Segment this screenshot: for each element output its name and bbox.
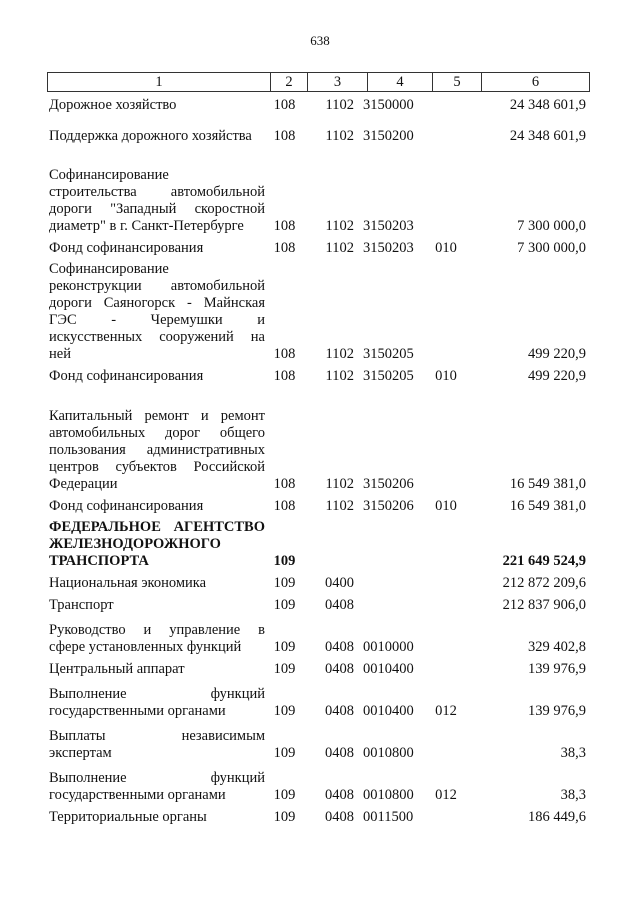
row-amount: 7 300 000,0 — [517, 218, 586, 234]
row-ministry-code: 109 — [273, 575, 296, 591]
row-section-code: 1102 — [325, 498, 354, 514]
row-ministry-code: 109 — [273, 703, 296, 719]
row-description — [47, 809, 265, 826]
description-line: государственными органами — [49, 787, 226, 803]
description-line: реконструкции автомобильной — [49, 278, 265, 294]
row-description — [47, 597, 265, 614]
row-description — [47, 167, 265, 235]
description-line: Поддержка дорожного хозяйства — [49, 128, 252, 144]
description-line: Центральный аппарат — [49, 661, 185, 677]
column-header-1: 1 — [48, 73, 271, 92]
description-line: Выполнение функций — [49, 770, 265, 786]
row-amount: 186 449,6 — [528, 809, 586, 825]
row-target-article-code: 0011500 — [363, 809, 414, 825]
table-row — [47, 128, 589, 145]
row-target-article-code: 0010000 — [363, 639, 414, 655]
row-amount: 7 300 000,0 — [517, 240, 586, 256]
row-expense-type-code: 010 — [435, 368, 457, 384]
row-target-article-code: 3150203 — [363, 240, 414, 256]
column-header-table — [47, 72, 590, 92]
description-line: Выплаты независимым — [49, 728, 265, 744]
row-section-code: 0408 — [325, 639, 354, 655]
row-target-article-code: 3150206 — [363, 476, 414, 492]
row-section-code: 1102 — [325, 218, 354, 234]
column-header-3: 3 — [308, 73, 368, 92]
row-ministry-code: 109 — [273, 787, 296, 803]
table-row — [47, 498, 589, 515]
budget-table-body — [47, 93, 589, 826]
column-header-2: 2 — [271, 73, 308, 92]
description-line: ФЕДЕРАЛЬНОЕ АГЕНТСТВО — [49, 519, 265, 535]
row-section-code: 1102 — [325, 476, 354, 492]
row-ministry-code: 108 — [273, 476, 296, 492]
row-ministry-code: 108 — [273, 346, 296, 362]
row-ministry-code: 108 — [273, 128, 296, 144]
description-line: Выполнение функций — [49, 686, 265, 702]
description-line: дороги Саяногорск - Майнская — [49, 295, 265, 311]
row-ministry-code: 108 — [273, 97, 296, 113]
row-ministry-code: 109 — [273, 553, 296, 569]
row-amount: 212 837 906,0 — [502, 597, 586, 613]
row-description — [47, 661, 265, 678]
description-line: Фонд софинансирования — [49, 498, 204, 514]
row-description — [47, 575, 265, 592]
row-section-code: 1102 — [325, 128, 354, 144]
table-row — [47, 770, 589, 804]
row-ministry-code: 109 — [273, 661, 296, 677]
row-amount: 139 976,9 — [528, 703, 586, 719]
table-row — [47, 728, 589, 762]
row-section-code: 0408 — [325, 703, 354, 719]
description-line: Дорожное хозяйство — [49, 97, 177, 113]
row-description — [47, 128, 265, 145]
column-header-4: 4 — [368, 73, 433, 92]
description-line: пользования административных — [49, 442, 265, 458]
row-description — [47, 97, 265, 114]
table-row — [47, 686, 589, 720]
row-amount: 38,3 — [560, 745, 586, 761]
description-line: ней — [49, 346, 71, 362]
table-row — [47, 809, 589, 826]
description-line: Руководство и управление в — [49, 622, 265, 638]
row-target-article-code: 3150000 — [363, 97, 414, 113]
table-row — [47, 368, 589, 385]
description-line: Транспорт — [49, 597, 114, 613]
row-expense-type-code: 012 — [435, 787, 457, 803]
row-amount: 221 649 524,9 — [502, 553, 586, 569]
table-row — [47, 97, 589, 114]
table-row — [47, 575, 589, 592]
table-row — [47, 240, 589, 257]
row-section-code: 0408 — [325, 661, 354, 677]
table-row — [47, 408, 589, 493]
row-ministry-code: 108 — [273, 368, 296, 384]
row-amount: 38,3 — [560, 787, 586, 803]
table-row — [47, 622, 589, 656]
row-target-article-code: 3150203 — [363, 218, 414, 234]
row-section-code: 0408 — [325, 745, 354, 761]
page-number: 638 — [310, 33, 330, 48]
row-description — [47, 498, 265, 515]
row-section-code: 1102 — [325, 97, 354, 113]
description-line: центров субъектов Российской — [49, 459, 265, 475]
row-target-article-code: 3150205 — [363, 346, 414, 362]
description-line: экспертам — [49, 745, 112, 761]
row-ministry-code: 108 — [273, 498, 296, 514]
table-row — [47, 261, 589, 363]
description-line: Софинансирование — [49, 261, 169, 277]
description-line: Территориальные органы — [49, 809, 207, 825]
row-section-code: 1102 — [325, 346, 354, 362]
column-header-5: 5 — [433, 73, 482, 92]
column-header-6: 6 — [482, 73, 590, 92]
table-row — [47, 167, 589, 235]
row-amount: 16 549 381,0 — [509, 498, 586, 514]
row-amount: 212 872 209,6 — [502, 575, 586, 591]
row-target-article-code: 0010400 — [363, 703, 414, 719]
description-line: ГЭС - Черемушки и — [49, 312, 265, 328]
row-expense-type-code: 010 — [435, 498, 457, 514]
description-line: ТРАНСПОРТА — [49, 553, 149, 569]
description-line: автомобильных дорог общего — [49, 425, 265, 441]
description-line: Национальная экономика — [49, 575, 207, 591]
row-ministry-code: 108 — [273, 240, 296, 256]
row-amount: 329 402,8 — [528, 639, 586, 655]
row-target-article-code: 3150206 — [363, 498, 414, 514]
row-description — [47, 240, 265, 257]
row-description — [47, 408, 265, 493]
row-section-code: 0400 — [325, 575, 354, 591]
description-line: строительства автомобильной — [49, 184, 265, 200]
row-ministry-code: 109 — [273, 809, 296, 825]
description-line: Фонд софинансирования — [49, 240, 204, 256]
table-row — [47, 597, 589, 614]
description-line: Фонд софинансирования — [49, 368, 204, 384]
row-amount: 499 220,9 — [528, 368, 586, 384]
row-target-article-code: 0010800 — [363, 787, 414, 803]
row-target-article-code: 0010400 — [363, 661, 414, 677]
description-line: государственными органами — [49, 703, 226, 719]
description-line: сфере установленных функций — [49, 639, 242, 655]
row-amount: 499 220,9 — [528, 346, 586, 362]
description-line: ЖЕЛЕЗНОДОРОЖНОГО — [49, 536, 221, 552]
row-section-code: 1102 — [325, 240, 354, 256]
row-expense-type-code: 010 — [435, 240, 457, 256]
row-expense-type-code: 012 — [435, 703, 457, 719]
row-amount: 24 348 601,9 — [509, 128, 586, 144]
row-section-code: 1102 — [325, 368, 354, 384]
row-description — [47, 686, 265, 720]
row-ministry-code: 108 — [273, 218, 296, 234]
description-line: Софинансирование — [49, 167, 169, 183]
row-target-article-code: 0010800 — [363, 745, 414, 761]
row-ministry-code: 109 — [273, 745, 296, 761]
row-description — [47, 770, 265, 804]
table-row — [47, 519, 589, 570]
row-ministry-code: 109 — [273, 639, 296, 655]
description-line: искусственных сооружений на — [49, 329, 265, 345]
row-target-article-code: 3150205 — [363, 368, 414, 384]
row-description — [47, 728, 265, 762]
row-section-code: 0408 — [325, 787, 354, 803]
row-description — [47, 368, 265, 385]
row-amount: 24 348 601,9 — [509, 97, 586, 113]
description-line: Капитальный ремонт и ремонт — [49, 408, 265, 424]
row-amount: 16 549 381,0 — [509, 476, 586, 492]
row-target-article-code: 3150200 — [363, 128, 414, 144]
row-section-code: 0408 — [325, 809, 354, 825]
row-amount: 139 976,9 — [528, 661, 586, 677]
table-row — [47, 661, 589, 678]
row-description — [47, 519, 265, 570]
description-line: Федерации — [49, 476, 118, 492]
row-description — [47, 261, 265, 363]
row-description — [47, 622, 265, 656]
row-section-code: 0408 — [325, 597, 354, 613]
row-ministry-code: 109 — [273, 597, 296, 613]
column-header-row — [48, 73, 590, 92]
description-line: диаметр" в г. Санкт-Петербурге — [49, 218, 244, 234]
description-line: дороги "Западный скоростной — [49, 201, 265, 217]
